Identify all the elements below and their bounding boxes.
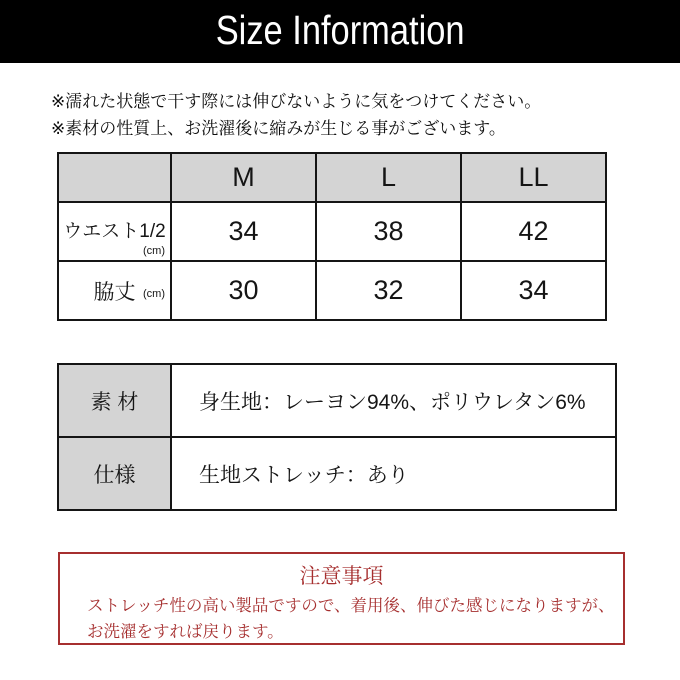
detail-row-label-spec: 仕様 (58, 437, 171, 510)
note-line: ※濡れた状態で干す際には伸びないように気をつけてください。 (51, 92, 542, 111)
row-label-text: ウエスト1/2 (63, 221, 166, 242)
size-value-cell: 30 (171, 261, 316, 320)
page-title: Size Information (215, 7, 465, 53)
size-value-cell: 32 (316, 261, 461, 320)
table-row-waist (58, 202, 606, 261)
size-col-header-m: M (171, 153, 316, 202)
size-row-label-waist (58, 202, 171, 261)
size-value-cell: 38 (316, 202, 461, 261)
header-bar (0, 0, 680, 63)
size-table (57, 152, 607, 321)
size-table-header-row (58, 153, 606, 202)
unit-label: (cm) (143, 245, 165, 257)
note-line: ※素材の性質上、お洗濯後に縮みが生じる事がございます。 (51, 119, 506, 138)
caution-body (60, 593, 623, 645)
size-value-cell: 34 (461, 261, 606, 320)
table-row-material (58, 364, 616, 437)
size-col-header-ll: LL (461, 153, 606, 202)
material-spec-table (57, 363, 617, 511)
care-notes (51, 88, 541, 142)
caution-title: 注意事項 (299, 565, 384, 588)
caution-text-line: ストレッチ性の高い製品ですので、着用後、伸びた感じになりますが、 (87, 597, 615, 615)
size-value-cell: 42 (461, 202, 606, 261)
size-value-cell: 34 (171, 202, 316, 261)
detail-value-material: 身生地：レーヨン94%、ポリウレタン6% (171, 364, 616, 437)
unit-label: (cm) (143, 288, 165, 300)
table-row-spec (58, 437, 616, 510)
row-label-text: 脇丈 (93, 281, 136, 304)
size-col-header-l: L (316, 153, 461, 202)
caution-box (58, 552, 625, 645)
table-row-side-length (58, 261, 606, 320)
size-table-corner-cell (58, 153, 171, 202)
size-row-label-side-length (58, 261, 171, 320)
detail-row-label-material: 素 材 (58, 364, 171, 437)
detail-value-spec: 生地ストレッチ：あり (171, 437, 616, 510)
caution-text-line: お洗濯をすれば戻ります。 (87, 623, 284, 641)
